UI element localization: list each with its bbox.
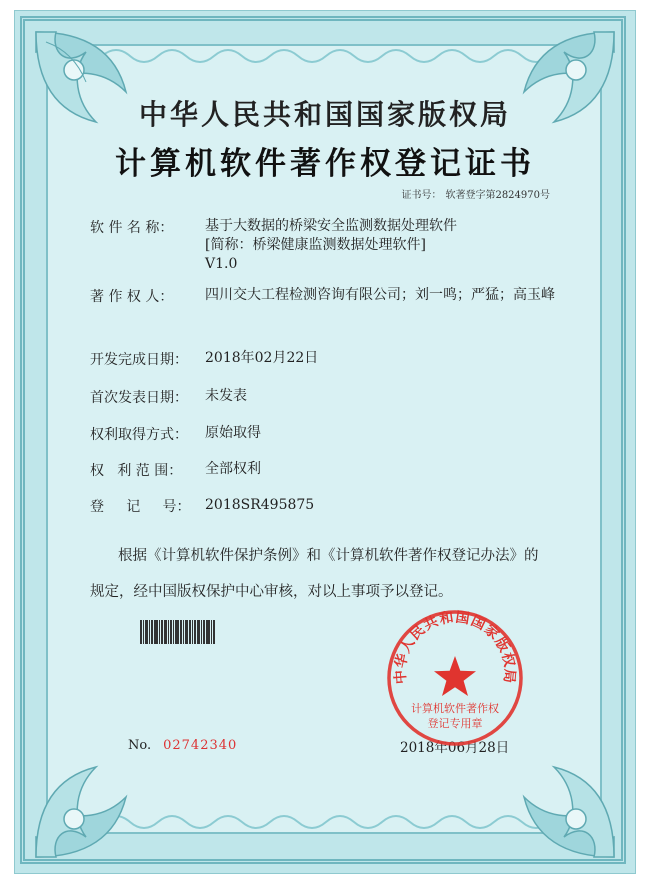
cert-no-label: 证书号：: [401, 190, 442, 201]
field-value: 基于大数据的桥梁安全监测数据处理软件: [205, 218, 457, 234]
body-text-line-1: 根据《计算机软件保护条例》和《计算机软件著作权登记办法》的: [118, 548, 539, 564]
cert-no-value: 软著登字第2824970号: [445, 190, 550, 201]
field-value: [简称：桥梁健康监测数据处理软件]: [205, 237, 426, 253]
serial-label: No.: [128, 738, 152, 753]
field-value: 2018SR495875: [205, 497, 315, 513]
issuer-title: 中华人民共和国国家版权局: [138, 98, 511, 131]
barcode: [140, 620, 228, 644]
seal-text-line-2: 登记专用章: [427, 717, 483, 730]
field-value: V1.0: [205, 256, 238, 272]
official-seal: [385, 608, 525, 748]
field-value: 全部权利: [205, 461, 261, 477]
body-text-line-2: 规定，经中国版权保护中心审核，对以上事项予以登记。: [90, 584, 453, 600]
field-value: 四川交大工程检测咨询有限公司；刘一鸣；严猛；高玉峰: [205, 287, 555, 303]
serial-value: 02742340: [163, 738, 238, 753]
field-label: 权 利 范 围：: [90, 463, 183, 479]
star-icon: [434, 656, 476, 696]
field-label: 开发完成日期：: [90, 352, 188, 368]
issue-date: 2018年06月28日: [400, 740, 510, 756]
field-first-publication: [90, 387, 247, 407]
seal-arc-text: 中华人民共和国国家版权局: [392, 609, 518, 685]
certificate-title: 计算机软件著作权登记证书: [115, 146, 535, 182]
field-software-name: [90, 217, 457, 274]
field-rights-scope: [90, 460, 261, 480]
serial-number: [128, 738, 237, 753]
field-value: 未发表: [205, 388, 247, 404]
certificate-number: [397, 186, 550, 201]
field-completion-date: [90, 349, 318, 369]
seal-text-line-1: 计算机软件著作权: [411, 702, 499, 715]
field-value: 原始取得: [205, 425, 261, 441]
field-value: 2018年02月22日: [205, 350, 319, 366]
field-label: 权利取得方式：: [90, 427, 188, 443]
field-registration-number: [90, 496, 314, 516]
field-label: 著 作 权 人：: [90, 289, 174, 305]
field-label: 登 记 号：: [90, 499, 191, 515]
field-acquisition-method: [90, 424, 261, 444]
field-copyright-owner: [90, 286, 555, 306]
field-label: 首次发表日期：: [90, 390, 188, 406]
field-label: 软 件 名 称：: [90, 220, 174, 236]
